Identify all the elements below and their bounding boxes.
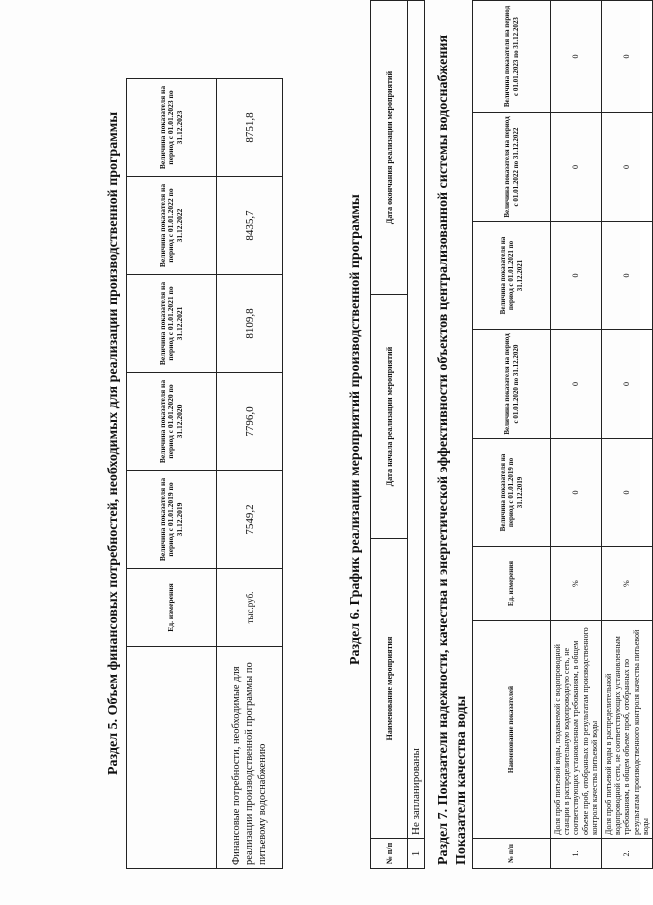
section5-title: Раздел 5. Объем финансовых потребностей, необходимых для реализации производственной программы [106, 111, 121, 775]
section6-header-name: Наименование мероприятия [371, 539, 408, 839]
section5-value-2020: 7796,0 [217, 373, 283, 471]
section7-header-name: Наименование показателей [473, 621, 551, 839]
section7-row2-unit: % [601, 547, 652, 621]
section6-row-text: Не запланированы [408, 1, 425, 839]
section7-row2-value-2019: 0 [601, 439, 652, 547]
section5-header-2021: Величина показателя на период с 01.01.2021 по 31.12.2021 [127, 275, 217, 373]
section7-row1-unit: % [551, 547, 602, 621]
section7-title: Раздел 7. Показатели надежности, качества и энергетической эффективности объектов централизованной системы водоснабжения [436, 34, 451, 865]
section5-value-2023: 8751,8 [217, 79, 283, 177]
section7-header-2019: Величина показателя на период с 01.01.2019 по 31.12.2019 [473, 439, 551, 547]
section6-title: Раздел 6. График реализации мероприятий производственной программы [348, 194, 363, 665]
section6-header-num: № п/п [371, 839, 408, 869]
section5-header-unit: Ед. измерения [127, 569, 217, 647]
section5-value-2019: 7549,2 [217, 471, 283, 569]
section7-header-2022: Величина показателя на период с 01.01.2022 по 31.12.2022 [473, 113, 551, 222]
section7-row2-value-2022: 0 [601, 113, 652, 222]
section5-value-2022: 8435,7 [217, 177, 283, 275]
section7-row2-value-2021: 0 [601, 222, 652, 330]
section6-header-start: Дата начала реализации мероприятий [371, 295, 408, 539]
section6-header-end: Дата окончания реализации мероприятий [371, 1, 408, 295]
section5-header-2019: Величина показателя на период с 01.01.2019 по 31.12.2019 [127, 471, 217, 569]
section7-row1-value-2021: 0 [551, 222, 602, 330]
section7-row2-num: 2. [601, 839, 652, 869]
section5-header-2020: Величина показателя на период с 01.01.2020 по 31.12.2020 [127, 373, 217, 471]
section7-row1-value-2022: 0 [551, 113, 602, 222]
section7-header-num: № п/п [473, 839, 551, 869]
section7-row1-name: Доля проб питьевой воды, подаваемой с водопроводной станции в распределительную водопроводную сеть, не соответствующих установленным требованиям, в общем объеме проб, отобранных по результатам производственного контроля качества питьевой воды [551, 621, 602, 839]
section5-header-2023: Величина показателя на период с 01.01.2023 по 31.12.2023 [127, 79, 217, 177]
section7-subtitle: Показатели качества воды [454, 695, 469, 865]
section6-table [370, 0, 425, 869]
section7-row1-value-2019: 0 [551, 439, 602, 547]
section5-row-name: Финансовые потребности, необходимые для реализации производственной программы по питьевому водоснабжению [217, 647, 283, 869]
section7-header-unit: Ед. измерения [473, 547, 551, 621]
section7-table [472, 0, 653, 869]
section6-row-num: 1 [408, 839, 425, 869]
section7-row1-num: 1. [551, 839, 602, 869]
section5-value-2021: 8109,8 [217, 275, 283, 373]
section7-row2-value-2023: 0 [601, 1, 652, 113]
section7-header-2020: Величина показателя на период с 01.01.2020 по 31.12.2020 [473, 330, 551, 439]
section7-row1-value-2020: 0 [551, 330, 602, 439]
section7-header-2021: Величина показателя на период с 01.01.2021 по 31.12.2021 [473, 222, 551, 330]
section7-row1-value-2023: 0 [551, 1, 602, 113]
section5-header-2022: Величина показателя на период с 01.01.2022 по 31.12.2022 [127, 177, 217, 275]
section7-header-2023: Величина показателя на период с 01.01.2023 по 31.12.2023 [473, 1, 551, 113]
section7-row2-value-2020: 0 [601, 330, 652, 439]
section7-row2-name: Доля проб питьевой воды в распределительной водопроводной сети, не соответствующих установленным требованиям, в общем объеме проб, отобранных по результатам производственного контроля качества питьевой воды [601, 621, 652, 839]
section5-row-unit: тыс.руб. [217, 569, 283, 647]
section5-table [126, 78, 283, 869]
section5-header-name [127, 647, 217, 869]
